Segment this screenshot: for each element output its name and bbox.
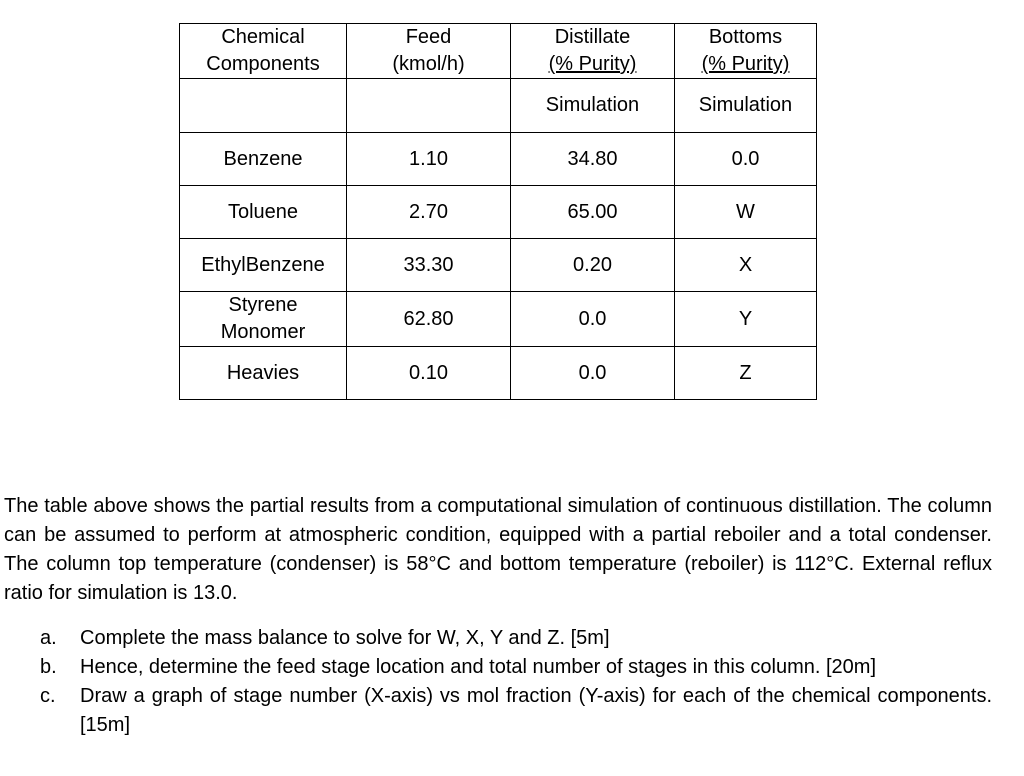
problem-description: The table above shows the partial results from a computational simulation of continuous distillation. The column can be assumed to perform at atmospheric condition, equipped with a partial reboiler and a total condenser. The column top temperature (condenser) is 58°C and bottom temperature (reboiler) is 112°C. External reflux ratio for simulation is 13.0. [4,495,992,604]
feed-value: 1.10 [347,133,511,186]
feed-value: 2.70 [347,186,511,239]
question-item [40,653,992,682]
feed-value: 0.10 [347,347,511,400]
question-item [40,624,992,653]
question-text: Hence, determine the feed stage location and total number of stages in this column. [20m] [80,656,877,678]
component-name: EthylBenzene [180,239,347,292]
component-name: Benzene [180,133,347,186]
bottoms-value: Y [675,292,817,347]
question-text: Complete the mass balance to solve for W, X, Y and Z. [5m] [80,627,610,649]
question-text: Draw a graph of stage number (X-axis) vs mol fraction (Y-axis) for each of the chemical components. [15m] [80,685,992,736]
header-feed: Feed (kmol/h) [347,24,511,79]
question-marker: c. [40,685,56,707]
simulation-results-table [179,23,817,400]
subheader-bottoms: Simulation [675,79,817,133]
component-name: Heavies [180,347,347,400]
table-row [180,239,817,292]
distillate-value: 0.0 [511,347,675,400]
subheader-feed [347,79,511,133]
header-distillate: Distillate (% Purity) [511,24,675,79]
header-bottoms: Bottoms (% Purity) [675,24,817,79]
distillate-value: 0.20 [511,239,675,292]
feed-value: 33.30 [347,239,511,292]
table-row [180,347,817,400]
table-row [180,292,817,347]
question-item [40,682,992,740]
question-list [40,624,992,740]
distillate-value: 0.0 [511,292,675,347]
table-header-row [180,24,817,79]
question-marker: b. [40,656,57,678]
bottoms-value: W [675,186,817,239]
component-name: Styrene Monomer [180,292,347,347]
table-subheader-row [180,79,817,133]
subheader-distillate: Simulation [511,79,675,133]
distillate-value: 65.00 [511,186,675,239]
table-row [180,186,817,239]
header-chemical-components: Chemical Components [180,24,347,79]
table-row [180,133,817,186]
distillate-value: 34.80 [511,133,675,186]
bottoms-value: 0.0 [675,133,817,186]
bottoms-value: X [675,239,817,292]
component-name: Toluene [180,186,347,239]
feed-value: 62.80 [347,292,511,347]
question-marker: a. [40,627,57,649]
bottoms-value: Z [675,347,817,400]
subheader-components [180,79,347,133]
